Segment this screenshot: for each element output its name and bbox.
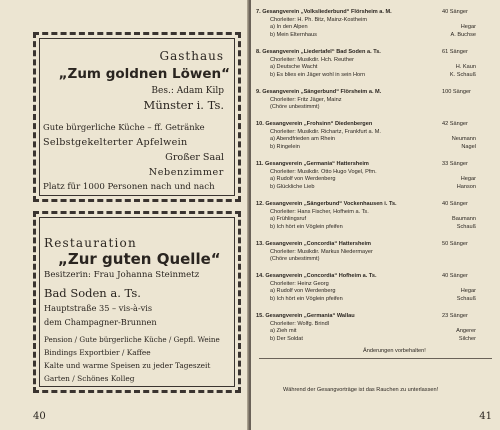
entry-line-text: a) Zieh mit (270, 328, 297, 335)
entry-line (270, 336, 476, 343)
entry-title: 10. Gesangverein „Frohsinn“ Diedenbergen (256, 121, 373, 127)
ad1-line5: Gute bürgerliche Küche – ff. Getränke (43, 122, 205, 132)
entry-line-text: a) In den Alpen (270, 24, 308, 31)
entry-title: 11. Gesangverein „Germania“ Hattersheim (256, 161, 369, 167)
entry-heading (256, 49, 496, 56)
entry-line (270, 216, 476, 223)
ad2-address: Hauptstraße 35 – vis-à-vis (44, 303, 153, 313)
entry-line-text: a) Abendfrieden am Rhein (270, 136, 335, 143)
ad-zur-guten-quelle (33, 211, 241, 393)
entry-line-text: (Chöre unbestimmt) (270, 104, 320, 111)
entry-composer: Neumann (451, 136, 476, 143)
entry-line (270, 321, 476, 328)
entry-line-text: b) Glückliche Lieb (270, 183, 315, 190)
entry-composer: A. Buchse (450, 31, 476, 38)
changes-note: Änderungen vorbehalten! (363, 348, 426, 354)
entry-singers: 42 Sänger (442, 121, 468, 127)
entry-heading (256, 121, 496, 128)
entry-line (270, 288, 476, 295)
entry-line (270, 32, 476, 39)
entry-heading (256, 9, 496, 16)
entry-line-text: b) Der Soldat (270, 335, 303, 342)
entry-line-text: Chorleiter: Musikdir. Hch. Reuther (270, 56, 354, 63)
entry-composer: Schauß (456, 295, 476, 302)
entry-line (270, 224, 476, 231)
entry-line (270, 328, 476, 335)
entry-line (270, 57, 476, 64)
entry-line-text: b) Es blies ein Jäger wohl in sein Horn (270, 71, 366, 78)
entry-line-text: Chorleiter: Musikdir. Markus Niedermayer (270, 248, 373, 255)
ad1-line6: Selbstgekelterter Apfelwein (43, 137, 188, 148)
entry-composer: Angerer (456, 328, 476, 335)
entry-line (270, 64, 476, 71)
ad2-name: „Zur guten Quelle“ (58, 250, 221, 268)
entry-line-text: a) Deutsche Wacht (270, 64, 318, 71)
entry-title: 8. Gesangverein „Liedertafel“ Bad Soden a. Ts. (256, 49, 381, 55)
entry-composer: Schauß (456, 223, 476, 230)
entry-line-text: a) Rudolf von Werdenberg (270, 288, 336, 295)
entry-line-text: Chorleiter: Musikdir. Otto Hugo Vogel, Pfm. (270, 168, 377, 175)
entry-singers: 61 Sänger (442, 49, 468, 55)
entry-line-text: Chorleiter: Musikdir. Richartz, Frankfurt a. M. (270, 128, 381, 135)
entry-line (270, 296, 476, 303)
entry-line (270, 144, 476, 151)
smoking-notice: Während der Gesangvorträge ist das Rauchen zu unterlassen! (283, 387, 439, 393)
entry-line-text: Chorleiter: Hans Fischer, Hofheim a. Ts. (270, 208, 369, 215)
entry-singers: 100 Sänger (442, 89, 471, 95)
entry-line (270, 256, 476, 263)
ad1-name: „Zum goldnen Löwen“ (58, 66, 230, 82)
entry-composer: Hegar (460, 288, 476, 295)
entry-singers: 40 Sänger (442, 273, 468, 279)
ad1-town: Münster i. Ts. (143, 98, 224, 112)
entry-singers: 23 Sänger (442, 313, 468, 319)
ad1-line7: Großer Saal (165, 152, 224, 163)
left-page (0, 0, 249, 430)
entry-heading (256, 241, 496, 248)
entry-line (270, 209, 476, 216)
entry-line (270, 97, 476, 104)
ad1-type: Gasthaus (159, 49, 224, 63)
entry-composer: Hanson (456, 183, 476, 190)
ad2-line7: Pension / Gute bürgerliche Küche / Gepfl. Weine (44, 335, 220, 344)
entry-line (270, 169, 476, 176)
entry-line-text: a) Rudolf von Werdenberg (270, 176, 336, 183)
entry-line (270, 104, 476, 111)
entry-title: 12. Gesangverein „Sängerbund“ Vockenhausen i. Ts. (256, 201, 397, 207)
entry-title: 7. Gesangverein „Volksliederbund“ Flörsheim a. M. (256, 9, 392, 15)
entry-line-text: b) Ich hört ein Vöglein pfeifen (270, 295, 343, 302)
ad1-owner: Bes.: Adam Kilp (151, 86, 224, 96)
entry-line (270, 17, 476, 24)
entry-composer: Baumann (452, 216, 476, 223)
entry-heading (256, 201, 496, 208)
entry-line-text: b) Ringelein (270, 143, 300, 150)
entry-heading (256, 313, 496, 320)
entry-line-text: b) Ich hört ein Vöglein pfeifen (270, 223, 343, 230)
ad2-line8: Bindings Exportbier / Kaffee (44, 348, 151, 357)
entry-singers: 40 Sänger (442, 9, 468, 15)
entry-line-text: (Chöre unbestimmt) (270, 256, 320, 263)
entry-composer: Silcher (458, 335, 476, 342)
entry-line (270, 72, 476, 79)
entry-singers: 33 Sänger (442, 161, 468, 167)
entry-composer: Hegar (460, 176, 476, 183)
divider (259, 358, 492, 359)
ad2-landmark: dem Champagner-Brunnen (44, 317, 157, 327)
entry-line (270, 129, 476, 136)
entry-title: 13. Gesangverein „Concordia“ Hattersheim (256, 241, 372, 247)
entry-line-text: Chorleiter: Fritz Jäger, Mainz (270, 96, 342, 103)
entry-line (270, 184, 476, 191)
entry-heading (256, 273, 496, 280)
ad2-town: Bad Soden a. Ts. (44, 286, 141, 300)
entry-line (270, 24, 476, 31)
entry-line-text: a) Frühlingsruf (270, 216, 307, 223)
entry-composer: Hegar (460, 24, 476, 31)
ad1-line9: Platz für 1000 Personen nach und nach (43, 182, 215, 192)
entry-heading (256, 89, 496, 96)
entry-title: 9. Gesangverein „Sängerbund“ Flörsheim a. M. (256, 89, 382, 95)
ad1-line8: Nebenzimmer (148, 167, 224, 178)
entry-heading (256, 161, 496, 168)
ad2-line10: Garten / Schönes Kolleg (44, 374, 135, 383)
entry-line-text: Chorleiter: Heinz Georg (270, 280, 329, 287)
entry-line (270, 249, 476, 256)
entry-line (270, 281, 476, 288)
entry-line (270, 136, 476, 143)
entry-line-text: b) Mein Elternhaus (270, 31, 317, 38)
entry-title: 14. Gesangverein „Concordia“ Hofheim a. Ts. (256, 273, 377, 279)
entry-composer: Nagel (461, 143, 476, 150)
entry-composer: H. Kaun (455, 64, 476, 71)
ad-zum-goldnen-loewen (33, 32, 241, 202)
entry-line-text: Chorleiter: Wolfg. Brindl (270, 320, 329, 327)
entry-title: 15. Gesangverein „Germania“ Wallau (256, 313, 355, 319)
entry-line-text: Chorleiter: H. Ph. Bitz, Mainz-Kostheim (270, 16, 367, 23)
page-number-right: 41 (479, 411, 492, 422)
ad2-type: Restauration (44, 236, 137, 250)
ad2-owner: Besitzerin: Frau Johanna Steinmetz (44, 270, 200, 280)
entry-singers: 40 Sänger (442, 201, 468, 207)
entry-composer: K. Schauß (449, 71, 476, 78)
entry-singers: 50 Sänger (442, 241, 468, 247)
entry-line (270, 176, 476, 183)
page-number-left: 40 (33, 411, 46, 422)
ad2-line9: Kalte und warme Speisen zu jeder Tageszeit (44, 361, 211, 370)
right-page (251, 0, 500, 430)
